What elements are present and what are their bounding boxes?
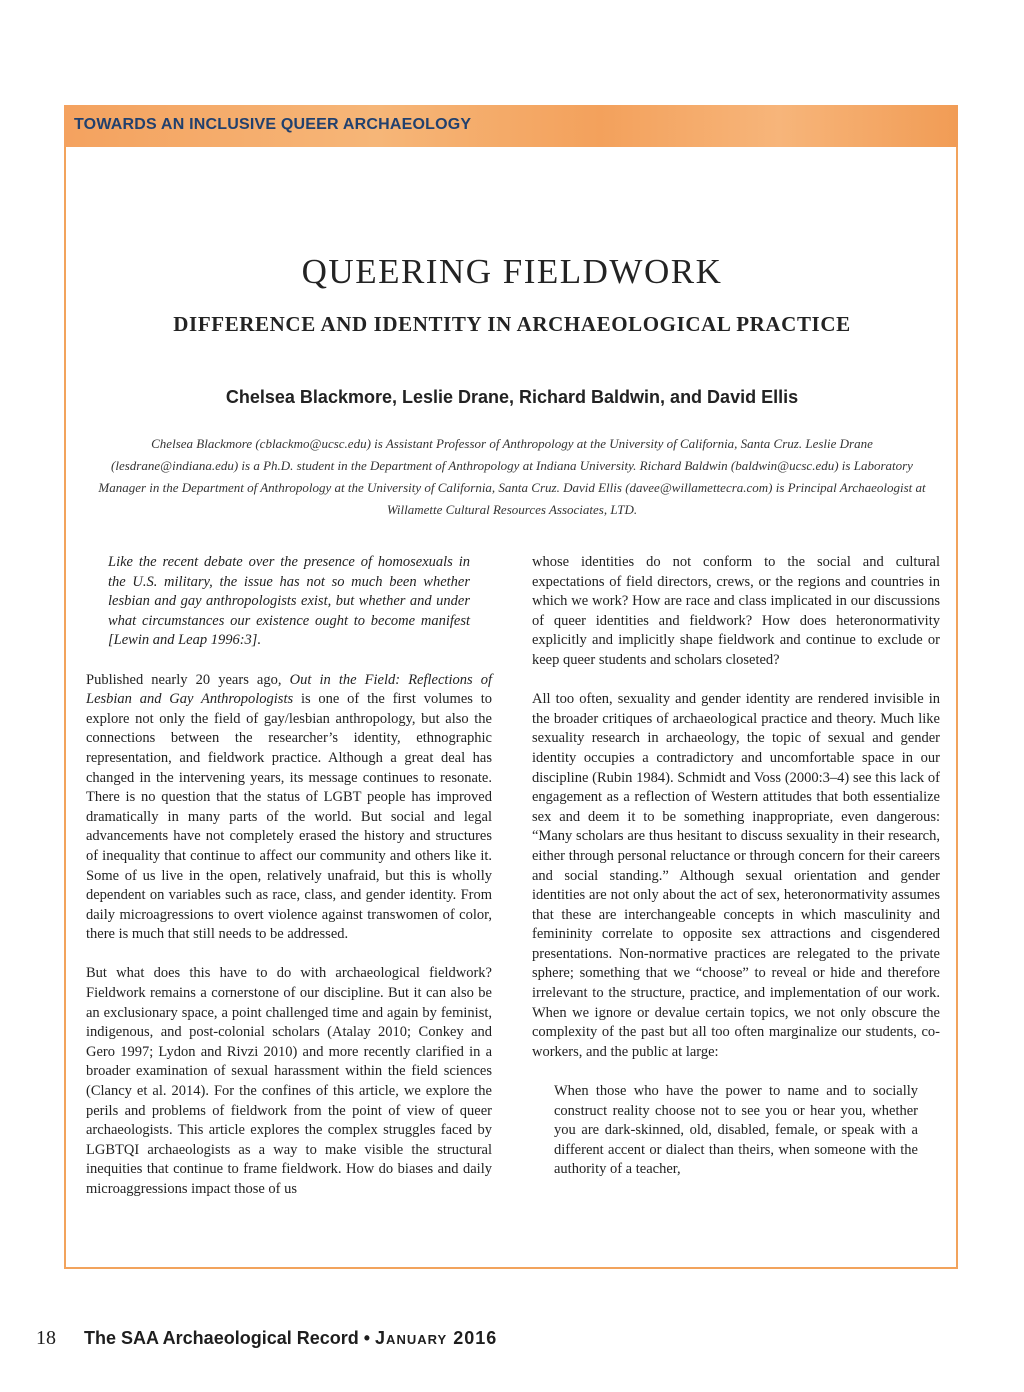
publication-name: The SAA Archaeological Record •: [84, 1328, 376, 1348]
article-title: QUEERING FIELDWORK: [301, 252, 723, 291]
left-column: [86, 553, 492, 1219]
article-subtitle: DIFFERENCE AND IDENTITY IN ARCHAEOLOGICAL PRACTICE: [173, 312, 851, 336]
author-list: Chelsea Blackmore, Leslie Drane, Richard Baldwin, and David Ellis: [225, 387, 799, 407]
paragraph: All too often, sexuality and gender identity are rendered invisible in the broader critiques of archaeological practice and theory. Much like sexuality research in archaeology, the topic of sexual and gender identity occupies a contradictory and uncomfortable space in our discipline (Rubin 1984). Schmidt and Voss (2000:3–4) see this lack of engagement as a reflection of Western attitudes that both essentialize sex and deem it to be something inappropriate, even dangerous: “Many scholars are thus hesitant to discuss sexuality in their research, either through personal reluctance or through concern for their careers and social standing.” Although sexual orientation and gender identities are not only about the act of sex, heteronormativity assumes that these are interchangeable concepts in which masculinity and femininity correlate to opposite sex attractions and cisgendered presentations. Non-normative practices are relegated to the private sphere; something that we “choose” to reveal or hide and therefore irrelevant to the structure, practice, and implementation of our work. When we ignore or devalue certain topics, we not only obscure the complexity of the past but all too often marginalize our students, co-workers, and the public at large:: [532, 691, 940, 1060]
banner-label: TOWARDS AN INCLUSIVE QUEER ARCHAEOLOGY: [74, 116, 472, 133]
paragraph: But what does this have to do with archaeological fieldwork? Fieldwork remains a cornerstone of our discipline. But it can also be an exclusionary space, a point challenged time and again by feminist, indigenous, and post-colonial scholars (Atalay 2010; Conkey and Gero 1997; Lydon and Rivzi 2010) and more recently clarified in a broader examination of sexual harassment within the field sciences (Clancy et al. 2014). For the confines of this article, we explore the perils and problems of fieldwork from the point of view of queer archaeologists. This article explores the complex struggles faced by LGBTQI archaeologists as a way to make visible the structural inequities that continue to frame fieldwork. How do biases and daily microaggressions impact those of us: [86, 965, 492, 1197]
paragraph-rest: is one of the first volumes to explore not only the field of gay/lesbian anthropology, but also the connections between the researcher’s identity, ethnographic representation, and fieldwork practice. Although a great deal has changed in the intervening years, its message continues to resonate. There is no question that the status of LGBT people has improved dramatically in many parts of the world. But social and legal advancements have not completely erased the history and structures of inequality that continue to affect our community and others like it. Some of us live in the open, relatively unafraid, but this is wholly dependent on variables such as race, class, and gender identity. From daily microagressions to overt violence against transwomen of color, there is much that still needs to be addressed.: [86, 691, 492, 943]
issue-date: January 2016: [375, 1328, 498, 1348]
epigraph: Like the recent debate over the presence of homosexuals in the U.S. military, the issue has not so much been whether lesbian and gay anthropologists exist, but whether and under what circumstances our existence ought to become manifest [Lewin and Leap 1996:3].: [108, 554, 470, 649]
paragraph-lead: Published nearly 20 years ago,: [86, 671, 290, 688]
section-banner: [64, 105, 958, 147]
page-number: 18: [36, 1327, 56, 1349]
book-title: Out in the Field: Reflections of Lesbian and Gay Anthropologists: [86, 671, 492, 708]
paragraph: [86, 671, 492, 945]
block-quote: When those who have the power to name and to socially construct reality choose not to see you or hear you, whether you are dark-skinned, old, disabled, female, or speak with a different accent or dialect than theirs, when someone with the authority of a teacher,: [554, 1083, 918, 1178]
page-footer: [36, 1327, 497, 1350]
paragraph: whose identities do not conform to the social and cultural expectations of field directors, crews, or the regions and countries in which we work? How are race and class implicated in our discussions of queer identities and fieldwork? How does heteronormativity explicitly and implicitly shape fieldwork and continue to exclude or keep queer students and scholars closeted?: [532, 554, 940, 668]
right-column: [532, 553, 940, 1200]
author-bio: Chelsea Blackmore (cblackmo@ucsc.edu) is Assistant Professor of Anthropology at the University of California, Santa Cruz. Leslie Drane (lesdrane@indiana.edu) is a Ph.D. student in the Department of Anthropology at Indiana University. Richard Baldwin (baldwin@ucsc.edu) is Laboratory Manager in the Department of Anthropology at the University of California, Santa Cruz. David Ellis (davee@willamettecra.com) is Principal Archaeologist at Willamette Cultural Resources Associates, LTD.: [98, 436, 926, 517]
